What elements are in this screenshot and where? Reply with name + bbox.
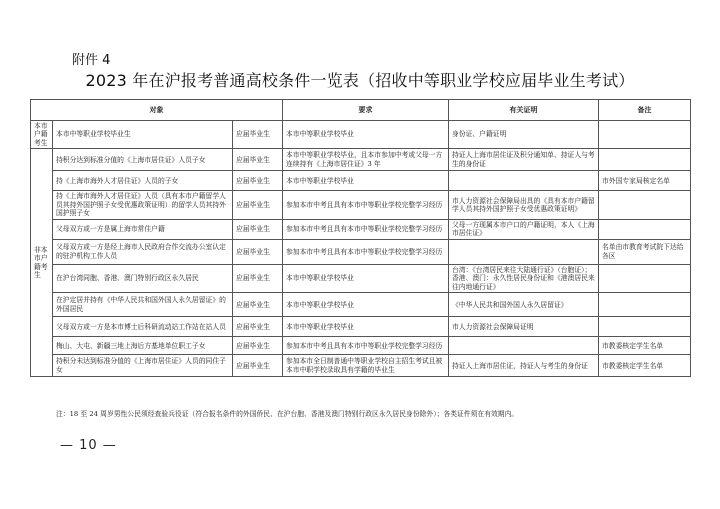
- table-row: [31, 317, 691, 337]
- table-row: [31, 121, 691, 149]
- cell-requirement: 本市中等职业学校毕业: [283, 293, 449, 317]
- cell-req-type: 应届毕业生: [233, 264, 283, 292]
- cell-remark: [599, 149, 691, 171]
- header-remark: 备注: [599, 100, 691, 121]
- page-number: — 10 —: [60, 438, 117, 453]
- table-row: [31, 219, 691, 239]
- header-proof: 有关证明: [449, 100, 599, 121]
- cell-requirement: 参加本市中考且具有本市中等职业学校完整学习经历: [283, 337, 449, 355]
- cell-proof: 台湾：《台湾居民来往大陆通行证》（台胞证）；香港、澳门：永久性居民身份证和《港澳居民来往内地通行证》: [449, 264, 599, 292]
- table-header-row: [31, 100, 691, 121]
- page-title: 2023 年在沪报考普通高校条件一览表（招收中等职业学校应届毕业生考试）: [85, 71, 635, 90]
- cell-object: 本市中等职业学校毕业生: [53, 121, 233, 149]
- cell-requirement: 参加本市中考且具有本市中等职业学校完整学习经历: [283, 191, 449, 219]
- header-requirement: 要求: [283, 100, 449, 121]
- table-row: [31, 355, 691, 377]
- cell-remark: 市外国专家局核定名单: [599, 171, 691, 191]
- cell-object: 持积分达到标准分值的《上海市居住证》人员子女: [53, 149, 233, 171]
- cell-requirement: 本市中等职业学校毕业，且本市参加中考或父母一方连续持有《上海市居住证》3 年: [283, 149, 449, 171]
- cell-req-type: 应届毕业生: [233, 337, 283, 355]
- cell-proof: 父母一方现属本市户口的户籍证明，本人《上海市居住证》: [449, 219, 599, 239]
- cell-object: 父母双方或一方是本市博士后科研流动站工作站在站人员: [53, 317, 233, 337]
- cell-req-type: 应届毕业生: [233, 219, 283, 239]
- cell-remark: 市教委核定学生名单: [599, 337, 691, 355]
- cell-object: 持积分未达到标准分值的《上海市居住证》人员的同住子女: [53, 355, 233, 377]
- cell-proof: 《中华人民共和国外国人永久居留证》: [449, 293, 599, 317]
- footnote: 注：18 至 24 周岁男性公民须经查验兵役证（符合报名条件的外国侨民、在沪台胞、香港及澳门特别行政区永久居民身份除外）；各类证件须在有效期内。: [56, 410, 519, 418]
- cell-requirement: 参加本市中考且具有本市中等职业学校完整学习经历: [283, 219, 449, 239]
- table-row: [31, 239, 691, 264]
- cell-proof: 身份证、户籍证明: [449, 121, 599, 149]
- cell-object: 在沪定居并持有《中华人民共和国外国人永久居留证》的外国居民: [53, 293, 233, 317]
- cell-remark: [599, 219, 691, 239]
- table-row: [31, 171, 691, 191]
- cell-proof: 持证人上海市居住证及积分通知单、持证人与考生的身份证: [449, 149, 599, 171]
- cell-req-type: 应届毕业生: [233, 191, 283, 219]
- cell-proof: [449, 171, 599, 191]
- cell-requirement: 本市中等职业学校毕业: [283, 171, 449, 191]
- cell-proof: [449, 337, 599, 355]
- cell-req-type: 应届毕业生: [233, 317, 283, 337]
- cell-requirement: 本市中等职业学校毕业: [283, 264, 449, 292]
- cell-req-type: 应届毕业生: [233, 293, 283, 317]
- cell-object: 持《上海市海外人才居住证》人员（具有本市户籍留学人员其持外国护照子女受优惠政策证明）的留学人员其持外国护照子女: [53, 191, 233, 219]
- cell-requirement: 本市中等职业学校毕业: [283, 121, 449, 149]
- cell-req-type: 应届毕业生: [233, 355, 283, 377]
- cell-remark: [599, 293, 691, 317]
- group-label: 本市户籍考生: [31, 121, 53, 149]
- cell-object: 持《上海市海外人才居住证》人员的子女: [53, 171, 233, 191]
- cell-object: 梅山、大屯、新疆三地上海后方基地单位职工子女: [53, 337, 233, 355]
- table-row: [31, 149, 691, 171]
- cell-req-type: 应届毕业生: [233, 239, 283, 264]
- cell-remark: [599, 121, 691, 149]
- table-row: [31, 264, 691, 292]
- conditions-table: [30, 99, 691, 377]
- cell-remark: [599, 264, 691, 292]
- table-row: [31, 191, 691, 219]
- cell-object: 父母双方或一方是经上海市人民政府合作交流办公室认定的驻沪机构工作人员: [53, 239, 233, 264]
- cell-requirement: 本市中等职业学校毕业: [283, 317, 449, 337]
- header-object: 对象: [31, 100, 283, 121]
- cell-proof: 持证人上海市居住证，持证人与考生的身份证: [449, 355, 599, 377]
- cell-proof: [449, 239, 599, 264]
- cell-remark: [599, 317, 691, 337]
- cell-requirement: 参加本市全日制普通中等职业学校自主招生考试且被本市中职学校录取具有学籍的毕业生: [283, 355, 449, 377]
- cell-remark: [599, 191, 691, 219]
- table-row: [31, 337, 691, 355]
- cell-req-type: 应届毕业生: [233, 149, 283, 171]
- table-row: [31, 293, 691, 317]
- cell-remark: 市教委核定学生名单: [599, 355, 691, 377]
- cell-req-type: 应届毕业生: [233, 121, 283, 149]
- attachment-label: 附件 4: [72, 53, 111, 68]
- cell-requirement: 参加本市中考且具有本市中等职业学校完整学习经历: [283, 239, 449, 264]
- group-label: 非本市户籍考生: [31, 149, 53, 377]
- cell-proof: 市人力资源社会保障局证明: [449, 317, 599, 337]
- cell-req-type: 应届毕业生: [233, 171, 283, 191]
- cell-remark: 名单由市教育考试院下达给各区: [599, 239, 691, 264]
- cell-object: 父母双方或一方是属上海市常住户籍: [53, 219, 233, 239]
- cell-object: 在沪台湾同胞、香港、澳门特别行政区永久居民: [53, 264, 233, 292]
- cell-proof: 市人力资源社会保障局出具的《具有本市户籍留学人员其持外国护照子女受优惠政策证明》: [449, 191, 599, 219]
